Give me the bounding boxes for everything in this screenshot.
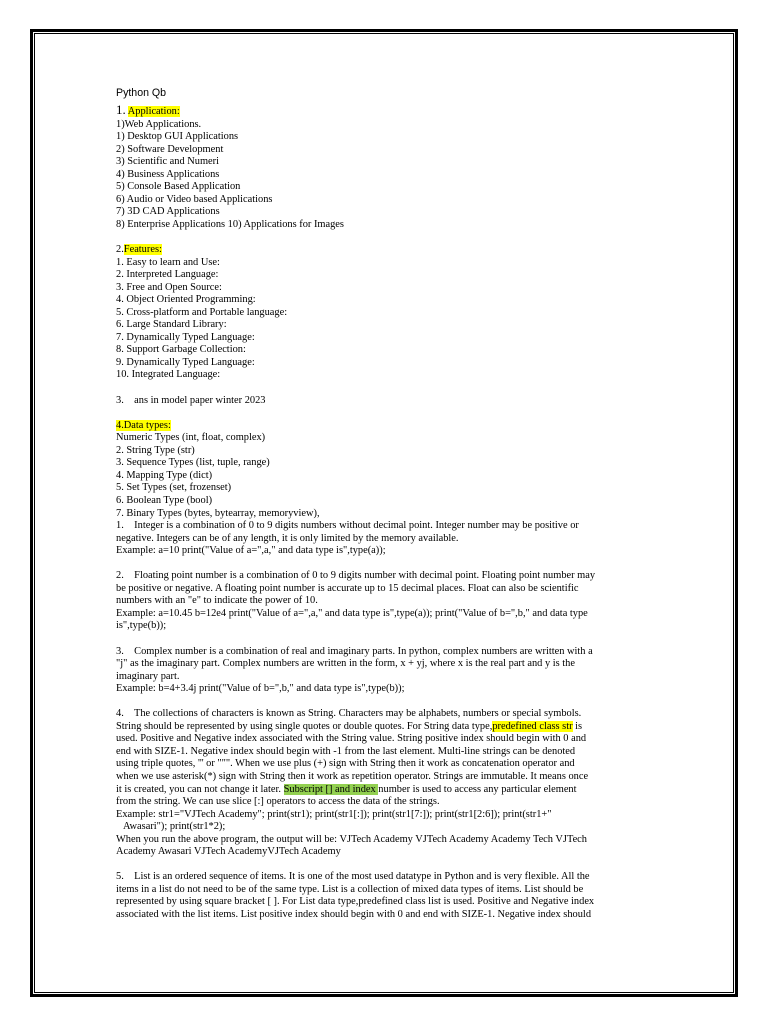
paragraph-line: is",type(b)); <box>116 620 167 632</box>
list-item: 7. Dynamically Typed Language: <box>116 331 255 343</box>
section-1-label: Application: <box>127 106 180 117</box>
section-4-heading <box>116 420 654 433</box>
document-body <box>116 86 654 922</box>
section-1-number: 1. <box>116 102 126 117</box>
paragraph-list <box>116 871 654 921</box>
list-item: 6) Audio or Video based Applications <box>116 193 273 205</box>
paragraph-line: used. Positive and Negative index associated with the String value. String positive index should begin with 0 and <box>116 733 587 745</box>
section-4-label: 4.Data types: <box>116 419 171 431</box>
paragraph-line: 2. Floating point number is a combination of 0 to 9 digits number with decimal point. Floating point number may <box>116 570 596 582</box>
list-item: 6. Boolean Type (bool) <box>116 494 213 506</box>
paragraph-line: Example: b=4+3.4j print("Value of b=",b," and data type is",type(b)); <box>116 683 405 695</box>
list-item: 2. String Type (str) <box>116 444 195 456</box>
paragraph-line: using triple quotes, ''' or """. When we use plus (+) sign with String then it work as concatenation operator and <box>116 758 575 770</box>
list-item: 2) Software Development <box>116 143 224 155</box>
paragraph-string <box>116 708 654 859</box>
list-item: 1) Desktop GUI Applications <box>116 131 239 143</box>
list-item: 2. Interpreted Language: <box>116 269 219 281</box>
paragraph-line: "j" as the imaginary part. Complex numbers are written in the form, x + yj, where x is the real part and y is the <box>116 658 575 670</box>
section-4-list <box>116 432 654 520</box>
list-item: 3) Scientific and Numeri <box>116 156 220 168</box>
paragraph-line: Example: str1="VJTech Academy"; print(str1); print(str1[:]); print(str1[7:]); print(str1[2:6]); print(str1+" <box>116 808 552 820</box>
list-item: 1. Easy to learn and Use: <box>116 256 220 268</box>
paragraph-line: 3. Complex number is a combination of real and imaginary parts. In python, complex numbers are written with a <box>116 645 593 657</box>
paragraph-line: it is created, you can not change it later. Subscript [] and index number is used to access any particular element <box>116 783 577 795</box>
list-item: 5. Cross-platform and Portable language: <box>116 306 288 318</box>
list-item: 6. Large Standard Library: <box>116 319 227 331</box>
list-item: 4. Mapping Type (dict) <box>116 469 213 481</box>
section-1-list <box>116 119 654 232</box>
paragraph-line: represented by using square bracket [ ]. For List data type,predefined class list is used. Positive and Negative index <box>116 896 595 908</box>
paragraph-integer <box>116 520 654 558</box>
list-item: 9. Dynamically Typed Language: <box>116 356 255 368</box>
paragraph-line: 1. Integer is a combination of 0 to 9 digits numbers without decimal point. Integer number may be positive or <box>116 520 579 532</box>
paragraph-line: negative. Integers can be of any length, it is only limited by the memory available. <box>116 532 459 544</box>
paragraph-line: Academy Awasari VJTech AcademyVJTech Academy <box>116 846 341 858</box>
paragraph-line: from the string. We can use slice [:] operators to access the data of the strings. <box>116 796 440 808</box>
paragraph-line: associated with the list items. List positive index should begin with 0 and end with SIZE-1. Negative index should <box>116 909 592 920</box>
list-item: 3. Sequence Types (list, tuple, range) <box>116 457 270 469</box>
paragraph-line: Awasari"); print(str1*2); <box>123 821 226 833</box>
paragraph-line: When you run the above program, the output will be: VJTech Academy VJTech Academy Academy Tech VJTech <box>116 833 587 845</box>
list-item: 3. Free and Open Source: <box>116 281 222 293</box>
section-2-label: Features: <box>123 244 162 256</box>
section-2-number: 2. <box>116 244 124 256</box>
paragraph-line: be positive or negative. A floating point number is accurate up to 15 decimal places. Float can also be scientific <box>116 582 579 594</box>
document-title: Python Qb <box>116 87 167 99</box>
paragraph-line: items in a list do not need to be of the same type. List is a collection of mixed data types of items. List should be <box>116 883 584 895</box>
section-2-heading <box>116 244 654 257</box>
paragraph-complex <box>116 646 654 696</box>
paragraph-line: numbers with an "e" to indicate the power of 10. <box>116 595 318 607</box>
section-1-heading <box>116 104 654 119</box>
list-item: 8) Enterprise Applications 10) Applications for Images <box>116 218 344 230</box>
list-item: 4) Business Applications <box>116 168 220 180</box>
list-item: 5. Set Types (set, frozenset) <box>116 482 232 494</box>
list-item: 7) 3D CAD Applications <box>116 206 220 218</box>
list-item: 8. Support Garbage Collection: <box>116 344 246 356</box>
list-item: 1)Web Applications. <box>116 118 202 130</box>
highlight-predefined-class-str: predefined class str <box>492 720 573 732</box>
section-2-list <box>116 257 654 382</box>
paragraph-line: 4. The collections of characters is known as String. Characters may be alphabets, numbers or special symbols. <box>116 708 582 720</box>
paragraph-line: imaginary part. <box>116 670 180 682</box>
list-item: 5) Console Based Application <box>116 181 241 193</box>
highlight-subscript-index: Subscript [] and index <box>283 783 379 795</box>
paragraph-line: 5. List is an ordered sequence of items. It is one of the most used datatype in Python and is very flexible. All the <box>116 871 590 883</box>
list-item: 10. Integrated Language: <box>116 369 221 381</box>
paragraph-line: when we use asterisk(*) sign with String then it work as repetition operator. Strings are immutable. It means once <box>116 770 589 782</box>
paragraph-line: String should be represented by using single quotes or double quotes. For String data type,predefined class str is <box>116 720 583 732</box>
list-item: Numeric Types (int, float, complex) <box>116 432 266 444</box>
paragraph-float <box>116 570 654 633</box>
list-item: 4. Object Oriented Programming: <box>116 294 256 306</box>
paragraph-line: end with SIZE-1. Negative index should begin with -1 from the last element. Multi-line strings can be denoted <box>116 745 576 757</box>
list-item: 7. Binary Types (bytes, bytearray, memoryview), <box>116 507 320 519</box>
paragraph-line: Example: a=10.45 b=12e4 print("Value of a=",a," and data type is",type(a)); print("Value of b=",b," and data type <box>116 607 588 619</box>
paragraph-line: Example: a=10 print("Value of a=",a," and data type is",type(a)); <box>116 545 386 557</box>
section-3-line: 3. ans in model paper winter 2023 <box>116 394 266 406</box>
